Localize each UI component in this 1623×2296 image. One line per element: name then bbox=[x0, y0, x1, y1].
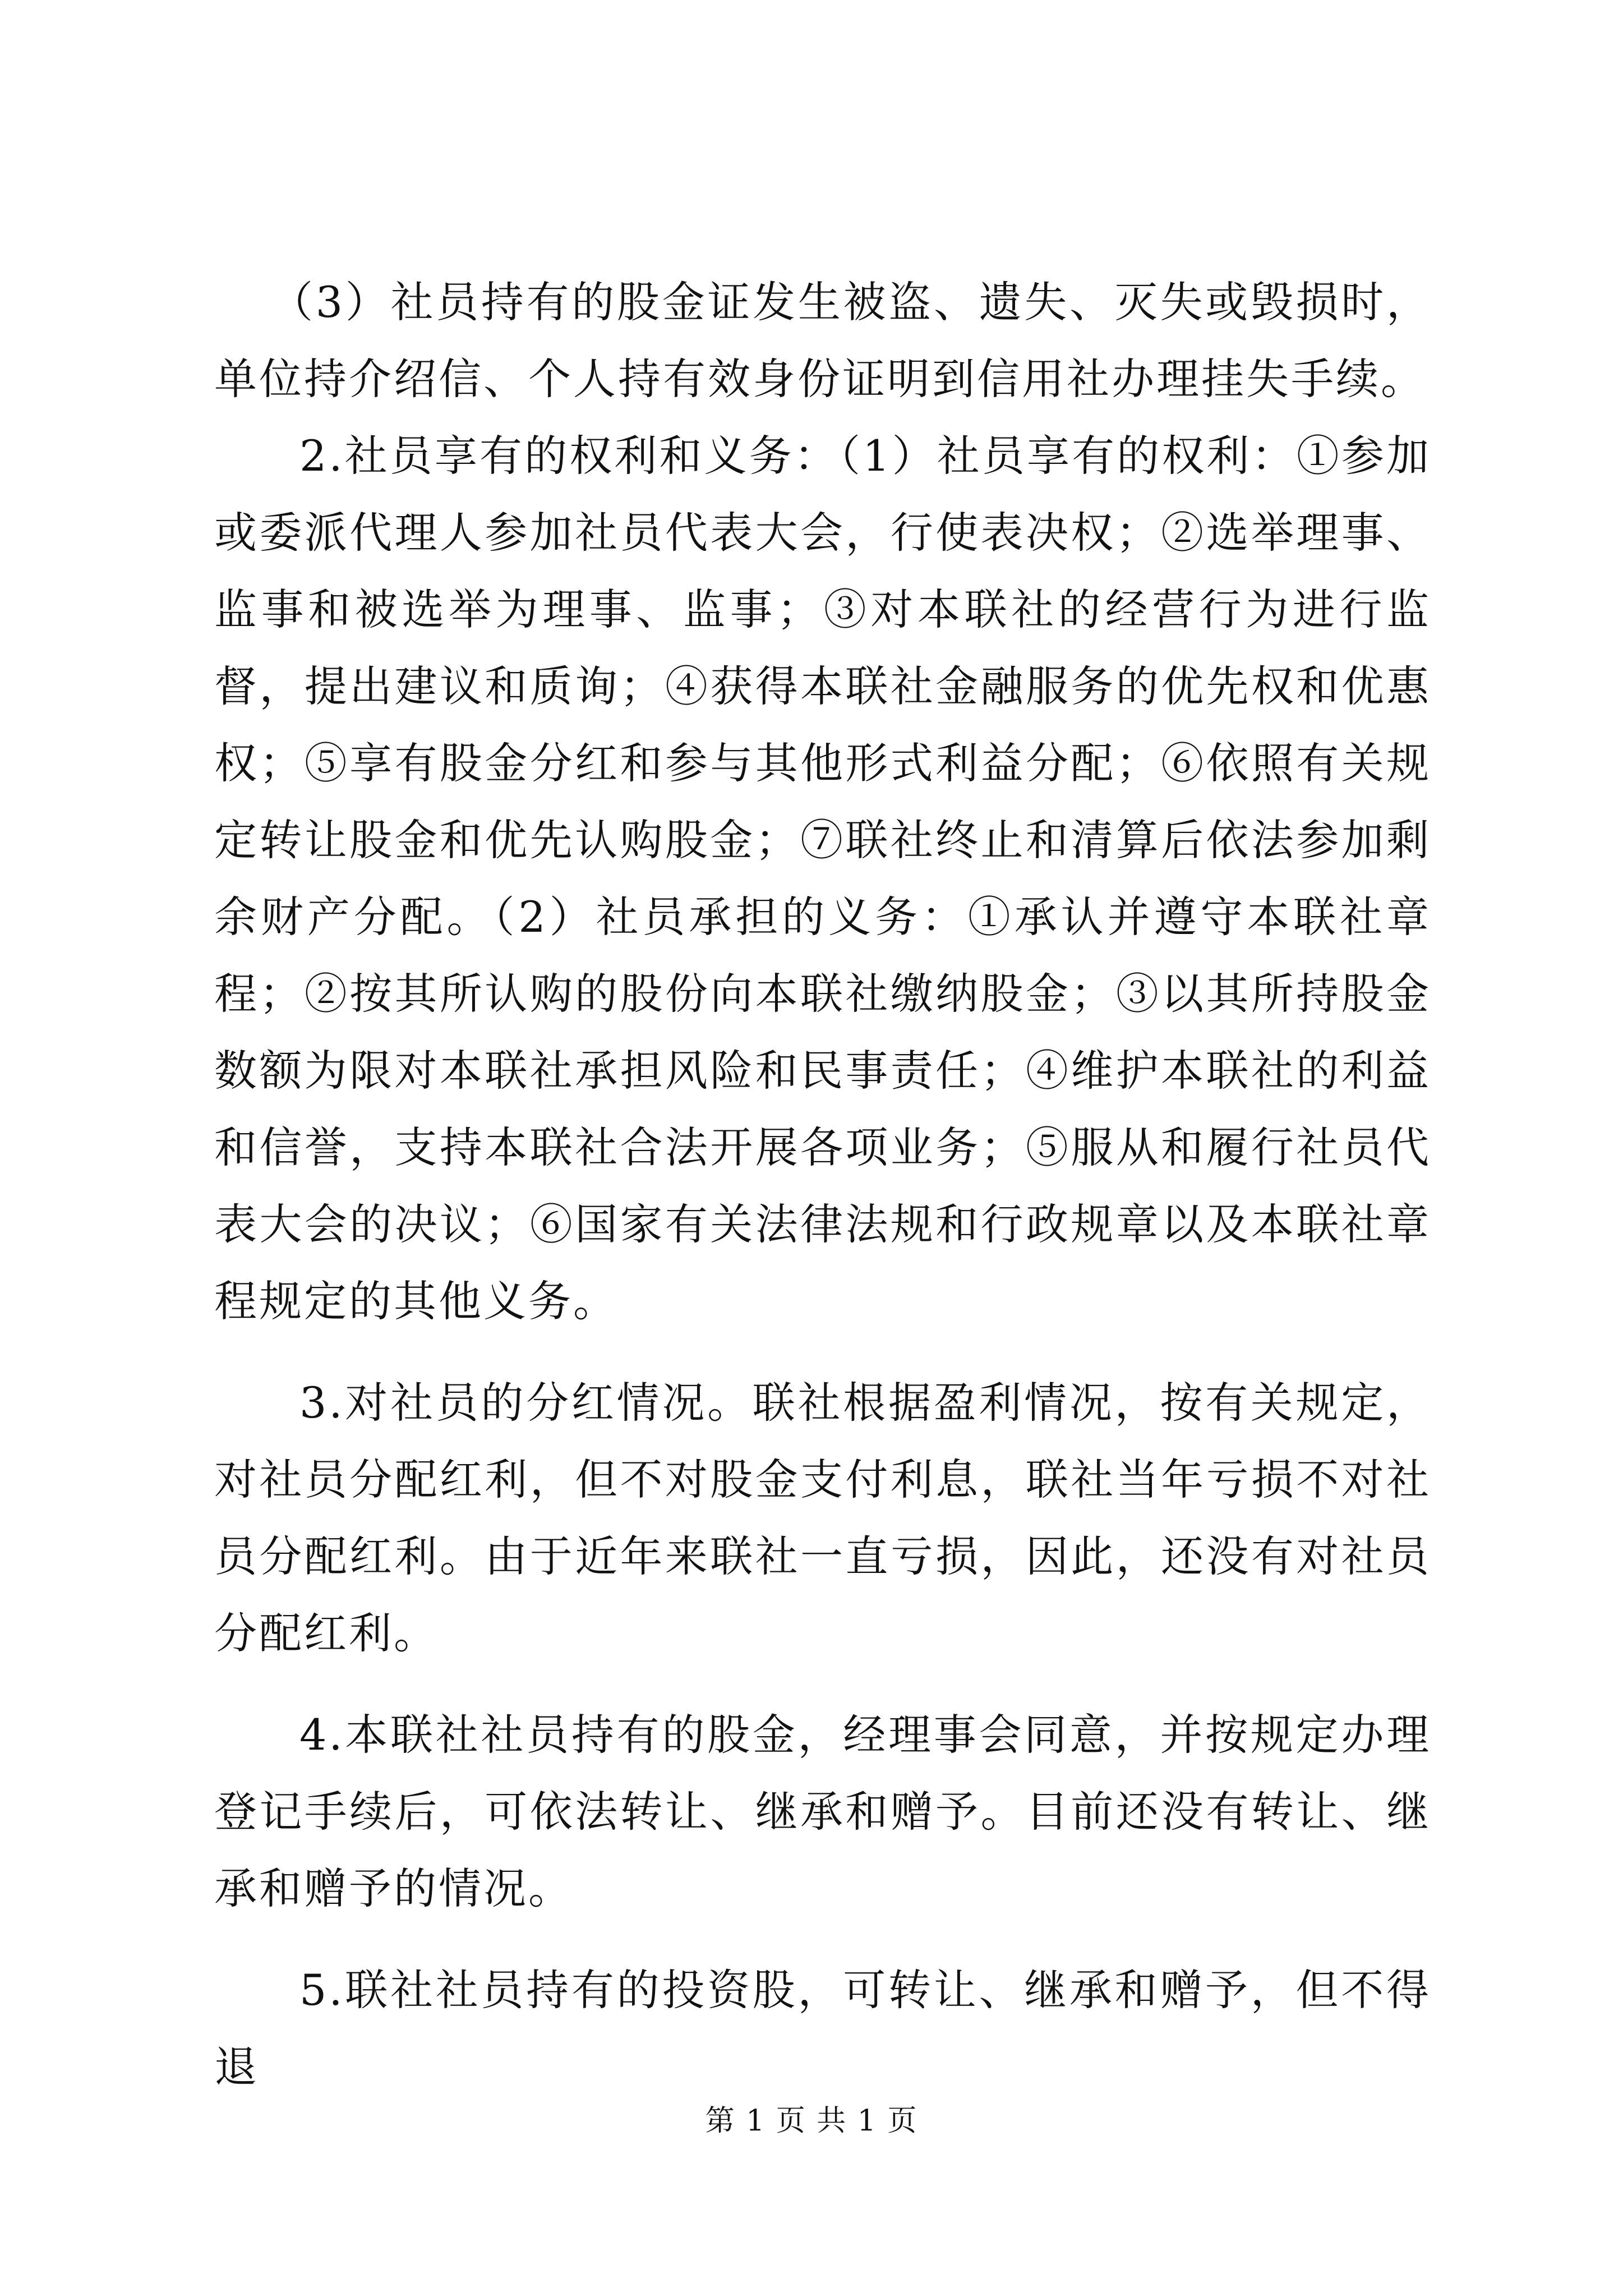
paragraph-investment-shares: 5.联社社员持有的投资股，可转让、继承和赠予，但不得退 bbox=[214, 1965, 1431, 2092]
document-body bbox=[214, 264, 1431, 2130]
paragraph-member-rights-duties: 2.社员享有的权利和义务：（1）社员享有的权利：①参加或委派代理人参加社员代表大会，行使表决权；②选举理事、监事和被选举为理事、监事；③对本联社的经营行为进行监督，提出建议和质询；④获得本联社金融服务的优先权和优惠权；⑤享有股金分红和参与其他形式利益分配；⑥依照有关规定转让股金和优先认购股金；⑦联社终止和清算后依法参加剩余财产分配。（2）社员承担的义务：①承认并遵守本联社章程；②按其所认购的股份向本联社缴纳股金；③以其所持股金数额为限对本联社承担风险和民事责任；④维护本联社的利益和信誉，支持本联社合法开展各项业务；⑤服从和履行社员代表大会的决议；⑥国家有关法律法规和行政规章以及本联社章程规定的其他义务。 bbox=[214, 431, 1431, 1326]
paragraph-lost-certificate: （3）社员持有的股金证发生被盗、遗失、灭失或毁损时，单位持介绍信、个人持有效身份证明到信用社办理挂失手续。 bbox=[214, 277, 1431, 404]
page-number-footer: 第 1 页 共 1 页 bbox=[705, 2104, 918, 2138]
paragraph-dividends: 3.对社员的分红情况。联社根据盈利情况，按有关规定，对社员分配红利，但不对股金支付利息，联社当年亏损不对社员分配红利。由于近年来联社一直亏损，因此，还没有对社员分配红利。 bbox=[214, 1378, 1431, 1658]
paragraph-share-transfer: 4.本联社社员持有的股金，经理事会同意，并按规定办理登记手续后，可依法转让、继承和赠予。目前还没有转让、继承和赠予的情况。 bbox=[214, 1710, 1431, 1913]
